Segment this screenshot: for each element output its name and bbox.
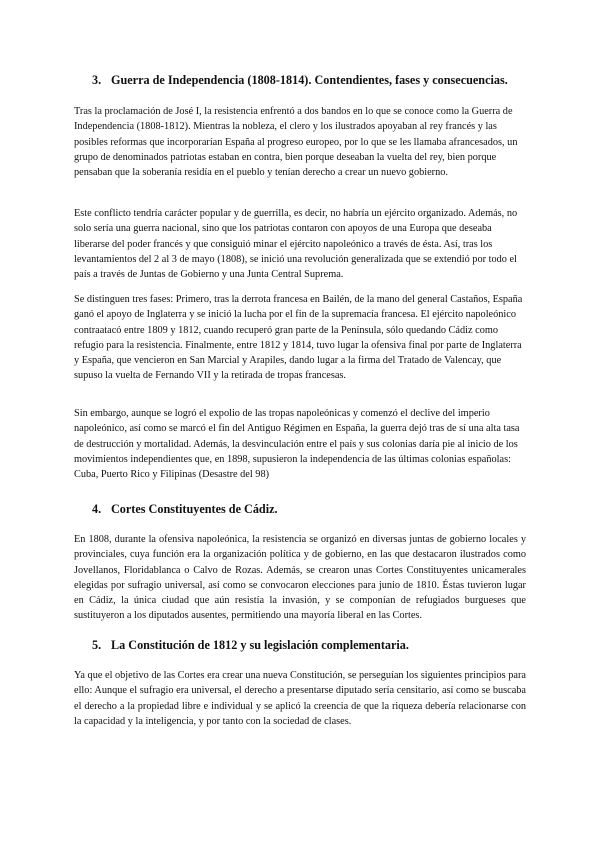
section-number: 3.: [92, 73, 102, 87]
section-3-heading: [92, 73, 552, 88]
paragraph: En 1808, durante la ofensiva napoleónica, la resistencia se organizó en diversas juntas de gobierno locales y provinciales, cuya función era la organización política y de gobierno, en las que destacaron ilustrados como Jovellanos, Floridablanca o Calvo de Rozas. Además, se crearon unas Cortes Constituyentes unicamerales elegidas por sufragio universal, así como se convocaron elecciones para junio de 1810. Éstas tuvieron lugar en Cádiz, la única ciudad que aún resistía la invasión, y se componían de refugiados burgueses que sustituyeron a los diputados ausentes, permitiendo una mayoría liberal en las Cortes.: [74, 534, 526, 622]
paragraph: Sin embargo, aunque se logró el expolio de las tropas napoleónicas y comenzó el declive del imperio napoleónico, así como se marcó el fin del Antiguo Régimen en España, la guerra dejó tras de sí una alta tasa de destrucción y mortalidad. Además, la desvinculación entre el país y sus colonias daría pie al inicio de los movimientos independientes que, en 1898, supusieron la independencia de las últimas colonias españolas: Cuba, Puerto Rico y Filipinas (Desastre del 98): [74, 408, 520, 481]
section-number: 5.: [92, 638, 102, 652]
paragraph: Tras la proclamación de José I, la resistencia enfrentó a dos bandos en lo que se conoce como la Guerra de Independencia (1808-1812). Mientras la nobleza, el clero y los ilustrados apoyaban al rey francés y las posibles reformas que incorporarían España al progreso europeo, por lo que se les llamaba afrancesados, un grupo de denominados patriotas estaban en contra, bien porque deseaban la vuelta del rey, bien porque pensaban que la soberanía residía en el pueblo y tenían derecho a crear un nuevo gobierno.: [74, 106, 518, 179]
paragraph: Ya que el objetivo de las Cortes era crear una nueva Constitución, se perseguían los siguientes principios para ello: Aunque el sufragio era universal, el derecho a presentarse diputado sería censitario, así como se buscaba el derecho a la propiedad libre e individual y se aplicó la creencia de que la riqueza debería relacionarse con la capacidad y la inteligencia, y por tanto con la sociedad de clases.: [74, 670, 526, 727]
section-4-heading: [92, 502, 552, 517]
section-number: 4.: [92, 502, 102, 516]
paragraph: Este conflicto tendría carácter popular y de guerrilla, es decir, no habría un ejército organizado. Además, no solo sería una guerra nacional, sino que los patriotas contaron con apoyos de una Europa que deseaba liberarse del poder francés y que consiguió minar el ejército napoleónico a través de ésta. Así, tras los levantamientos del 2 al 3 de mayo (1808), se inició una revolución generalizada que se extendió por todo el país a través de Juntas de Gobierno y una Junta Central Suprema.: [74, 208, 518, 281]
section-title: Cortes Constituyentes de Cádiz.: [111, 502, 278, 516]
paragraph: Se distinguen tres fases: Primero, tras la derrota francesa en Bailén, de la mano del general Castaños, España ganó el apoyo de Inglaterra y se inició la lucha por el fin de la supremacía francesa. El ejército napoleónico contraatacó entre 1809 y 1812, cuando recuperó gran parte de la Península, sólo quedando Cádiz como refugio para la resistencia. Finalmente, entre 1812 y 1814, tuvo lugar la ofensiva final por parte de Inglaterra y España, que vencieron en San Marcial y Arapiles, dando lugar a la firma del Tratado de Valencay, que supuso la vuelta de Fernando VII y la retirada de tropas francesas.: [74, 294, 523, 382]
section-title: La Constitución de 1812 y su legislación complementaria.: [111, 638, 409, 652]
section-title: Guerra de Independencia (1808-1814). Contendientes, fases y consecuencias.: [111, 73, 508, 87]
section-5-heading: [92, 638, 552, 653]
